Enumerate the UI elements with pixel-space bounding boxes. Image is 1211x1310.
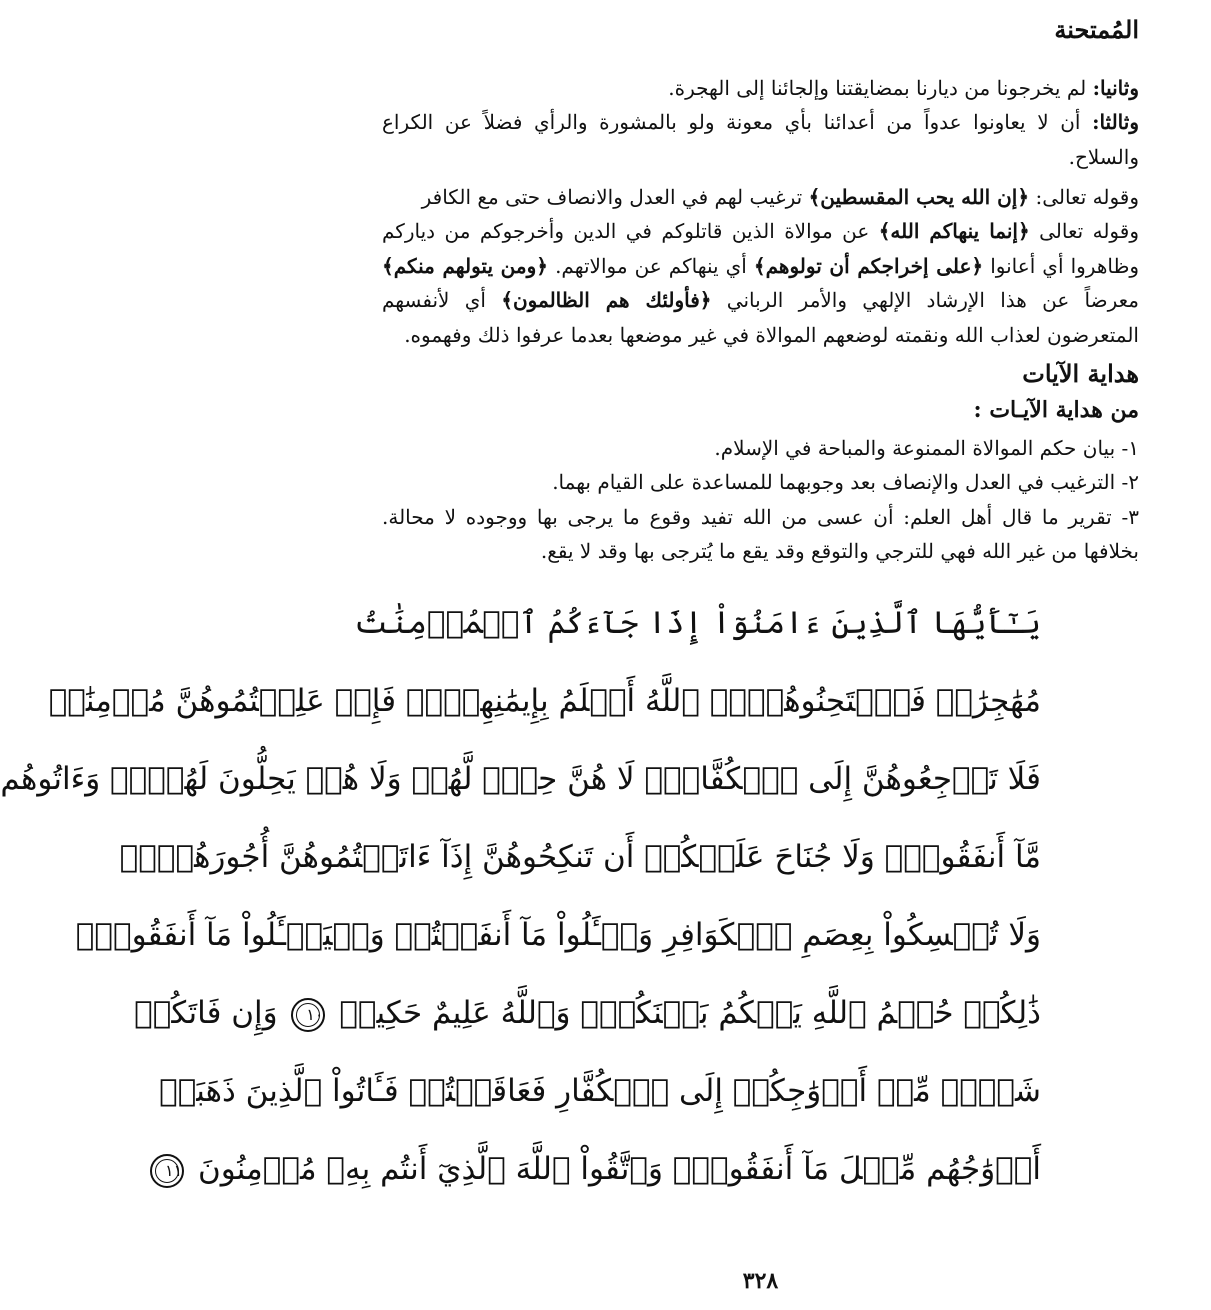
- commentary-paragraph-2: [382, 214, 1139, 352]
- p1-intro: وقوله تعالى:: [1035, 184, 1139, 209]
- guidance-item-3: ٣- تقرير ما قال أهل العلم: أن عسى من الله تفيد وقوع ما يرجى بها ووجوده لا محالة. بخلافها من غير الله فهي للترجي والتوقع وقد يقع ما يُترجى بها وقد لا يقع.: [382, 504, 1139, 564]
- quran-line-4: مَّآ أَنفَقُواْۚ وَلَا جُنَاحَ عَلَيۡكُمۡ أَن تَنكِحُوهُنَّ إِذَآ ءَاتَيۡتُمُوهُنَّ أُجُورَهُنَّۚ: [119, 839, 1041, 876]
- p2-text-4: أي لأنفسهم المتعرضون لعذاب الله ونقمته لوضعهم الموالاة في غير موضعها بعدما عرفوا ذلك وفهموه.: [382, 288, 1139, 347]
- quran-line-6-part-a: ذَٰلِكُمۡ حُكۡمُ ٱللَّهِ يَحۡكُمُ بَيۡنَكُمۡۖ وَٱللَّهُ عَلِيمٌ حَكِيمٞ: [339, 995, 1041, 1032]
- commentary-second-point: [382, 71, 1139, 105]
- guidance-item-2: ٢- الترغيب في العدل والإنصاف بعد وجوبهما للمساعدة على القيام بهما.: [552, 470, 1139, 495]
- p2-text-1: عن موالاة الذين قاتلوكم في الدين وأخرجوكم من دياركم وظاهروا أي أعانوا: [382, 219, 1140, 278]
- third-text: أن لا يعاونوا عدواً من أعدائنا بأي معونة ولو بالمشورة والرأي فضلاً عن الكراع والسلاح.: [382, 110, 1139, 169]
- guidance-title: هداية الآيات: [1022, 358, 1139, 388]
- third-label: وثالثا:: [1092, 110, 1140, 135]
- quran-line-2: مُهَٰجِرَٰتٖ فَٱمۡتَحِنُوهُنَّۖ ٱللَّهُ أَعۡلَمُ بِإِيمَٰنِهِنَّۖ فَإِنۡ عَلِمۡتُمُوهُنَّ مُؤۡمِنَٰتٖ: [48, 683, 1041, 720]
- commentary-third-point: [382, 105, 1139, 174]
- p1-text: ترغيب لهم في العدل والانصاف حتى مع الكافر: [421, 184, 803, 209]
- quran-line-8-text: أَزۡوَٰجُهُم مِّثۡلَ مَآ أَنفَقُواْۚ وَٱتَّقُواْ ٱللَّهَ ٱلَّذِيٓ أَنتُم بِهِۦ مُؤۡمِنُونَ: [198, 1151, 1041, 1188]
- quran-line-7: شَيۡءٞ مِّنۡ أَزۡوَٰجِكُمۡ إِلَى ٱلۡكُفَّارِ فَعَاقَبۡتُمۡ فَـَٔاتُواْ ٱلَّذِينَ ذَهَبَتۡ: [159, 1073, 1041, 1110]
- p2-text-3: معرضاً عن هذا الإرشاد الإلهي والأمر الرباني: [726, 288, 1140, 313]
- guidance-list: [382, 431, 1139, 569]
- surah-header: المُمتحنة: [1054, 15, 1139, 44]
- page-number: ٣٢٨: [742, 1268, 779, 1294]
- p2-verse-quote-4: ﴿فأولئك هم الظالمون﴾: [501, 288, 712, 313]
- quran-line-1: يَـٰٓأَيُّهَا ٱلَّذِينَ ءَامَنُوٓاْ إِذَا جَآءَكُمُ ٱلۡمُؤۡمِنَٰتُ: [354, 605, 1041, 642]
- ayah-number-11-icon: ١١: [150, 1154, 184, 1188]
- commentary-paragraph-1: [382, 180, 1139, 214]
- quran-line-6: [134, 974, 1041, 1052]
- quran-line-5: وَلَا تُمۡسِكُواْ بِعِصَمِ ٱلۡكَوَافِرِ وَسۡـَٔلُواْ مَآ أَنفَقۡتُمۡ وَلۡيَسۡـَٔلُواْ مَآ أَنفَقُواْۚ: [75, 917, 1041, 954]
- guidance-item-1: ١- بيان حكم الموالاة الممنوعة والمباحة في الإسلام.: [714, 435, 1139, 460]
- p1-verse-quote: ﴿إن الله يحب المقسطين﴾: [808, 184, 1030, 209]
- quran-line-8: [164, 1130, 1041, 1208]
- p2-intro: وقوله تعالى: [1039, 219, 1139, 244]
- p2-text-2: أي ينهاكم عن موالاتهم.: [555, 253, 747, 278]
- p2-verse-quote-3: ﴿ومن يتولهم منكم﴾: [382, 253, 549, 278]
- quran-text-block: [0, 584, 1041, 1208]
- second-text: لم يخرجونا من ديارنا بمضايقتنا وإلجائنا إلى الهجرة.: [668, 75, 1087, 100]
- p2-verse-quote-2: ﴿على إخراجكم أن تولوهم﴾: [753, 253, 984, 278]
- ayah-number-10-icon: ١٠: [291, 998, 325, 1032]
- guidance-subtitle: من هداية الآيـات :: [973, 396, 1139, 423]
- second-label: وثانيا:: [1092, 75, 1139, 100]
- p2-verse-quote-1: ﴿إنما ينهاكم الله﴾: [878, 219, 1030, 244]
- quran-line-6-part-b: وَإِن فَاتَكُمۡ: [134, 995, 278, 1032]
- quran-line-3: فَلَا تَرۡجِعُوهُنَّ إِلَى ٱلۡكُفَّارِۖ لَا هُنَّ حِلّٞ لَّهُمۡ وَلَا هُمۡ يَحِلُّونَ لَهُنَّۖ وَءَاتُوهُم: [0, 761, 1041, 798]
